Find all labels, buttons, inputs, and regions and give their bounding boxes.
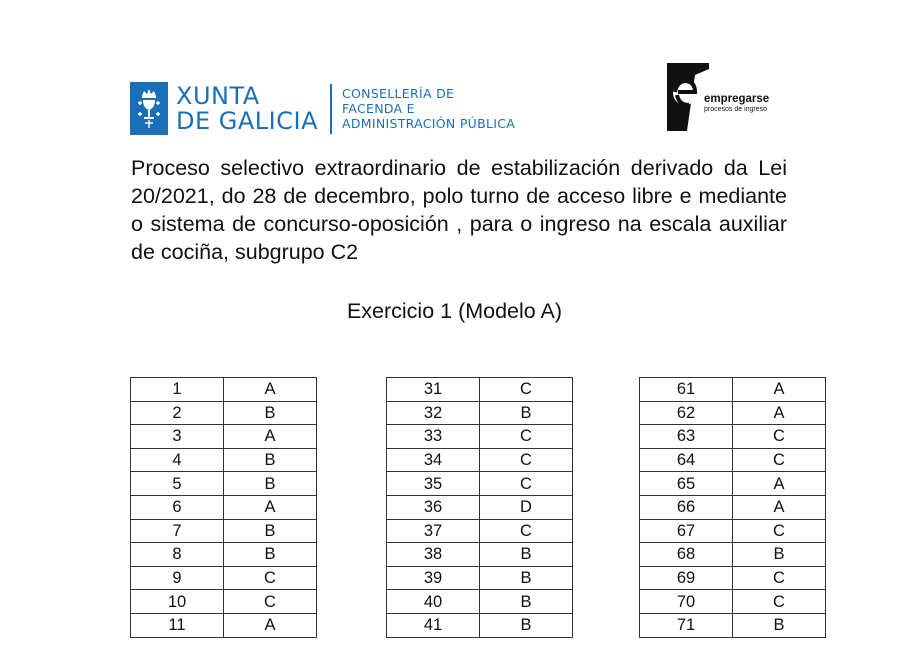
question-number: 31 (387, 378, 480, 402)
question-number: 66 (640, 495, 733, 519)
table-row (387, 401, 573, 425)
table-row (387, 613, 573, 637)
table-row (640, 566, 826, 590)
table-row (131, 401, 317, 425)
xunta-name-line: DE GALICIA (176, 106, 318, 135)
table-row (387, 425, 573, 449)
answer-letter: A (733, 472, 826, 496)
table-row (387, 590, 573, 614)
question-number: 37 (387, 519, 480, 543)
department-line: CONSELLERÍA DE (342, 86, 455, 101)
question-number: 9 (131, 566, 224, 590)
question-number: 3 (131, 425, 224, 449)
answer-letter: A (733, 401, 826, 425)
answer-letter: B (480, 401, 573, 425)
table-row (131, 378, 317, 402)
department-name (342, 86, 515, 131)
question-number: 11 (131, 613, 224, 637)
answer-letter: A (733, 378, 826, 402)
question-number: 61 (640, 378, 733, 402)
empregarse-logo (667, 61, 787, 133)
answer-letter: C (733, 425, 826, 449)
document-intro: Proceso selectivo extraordinario de estabilización derivado da Lei 20/2021, do 28 de decembro, polo turno de acceso libre e mediante o sistema de concurso-oposición , para o ingreso na escala auxiliar de cociña, subgrupo C2 (131, 156, 787, 264)
table-row (640, 519, 826, 543)
empregarse-name: empregarse (704, 93, 770, 105)
table-row (640, 590, 826, 614)
answer-letter: C (480, 448, 573, 472)
question-number: 69 (640, 566, 733, 590)
answer-table (386, 377, 573, 638)
question-number: 1 (131, 378, 224, 402)
question-number: 2 (131, 401, 224, 425)
table-row (387, 495, 573, 519)
answer-letter: D (480, 495, 573, 519)
department-line: ADMINISTRACIÓN PÚBLICA (342, 116, 516, 131)
question-number: 62 (640, 401, 733, 425)
answer-letter: A (224, 425, 317, 449)
question-number: 70 (640, 590, 733, 614)
question-number: 65 (640, 472, 733, 496)
table-row (131, 590, 317, 614)
answer-letter: C (480, 378, 573, 402)
answer-letter: B (480, 613, 573, 637)
table-row (640, 495, 826, 519)
question-number: 64 (640, 448, 733, 472)
table-row (387, 472, 573, 496)
xunta-de-galicia-logo (130, 81, 515, 136)
question-number: 71 (640, 613, 733, 637)
question-number: 39 (387, 566, 480, 590)
question-number: 6 (131, 495, 224, 519)
table-row (131, 472, 317, 496)
answer-letter: A (224, 613, 317, 637)
table-row (387, 448, 573, 472)
question-number: 63 (640, 425, 733, 449)
answer-letter: C (480, 472, 573, 496)
answer-letter: B (224, 472, 317, 496)
table-row (387, 566, 573, 590)
answer-letter: C (733, 590, 826, 614)
galicia-coat-of-arms-icon (130, 82, 168, 135)
table-row (640, 472, 826, 496)
table-row (131, 543, 317, 567)
answer-letter: A (733, 495, 826, 519)
department-line: FACENDA E (342, 101, 415, 116)
table-row (131, 566, 317, 590)
answer-letter: B (224, 519, 317, 543)
question-number: 34 (387, 448, 480, 472)
answer-letter: B (733, 613, 826, 637)
answer-table (639, 377, 826, 638)
table-row (640, 448, 826, 472)
question-number: 7 (131, 519, 224, 543)
answer-letter: B (224, 401, 317, 425)
table-row (131, 613, 317, 637)
table-row (131, 519, 317, 543)
question-number: 4 (131, 448, 224, 472)
question-number: 41 (387, 613, 480, 637)
table-row (131, 448, 317, 472)
table-row (387, 543, 573, 567)
xunta-name (176, 81, 318, 135)
table-row (640, 543, 826, 567)
table-row (387, 519, 573, 543)
question-number: 33 (387, 425, 480, 449)
question-number: 5 (131, 472, 224, 496)
exercise-title: Exercicio 1 (Modelo A) (346, 299, 563, 323)
answer-letter: C (733, 519, 826, 543)
question-number: 35 (387, 472, 480, 496)
logo-divider (330, 84, 332, 134)
question-number: 8 (131, 543, 224, 567)
answer-letter: B (480, 590, 573, 614)
empregarse-tagline: procesos de ingreso (704, 106, 768, 113)
xunta-name-line: XUNTA (176, 81, 260, 110)
answer-letter: B (480, 566, 573, 590)
table-row (387, 378, 573, 402)
answer-letter: C (480, 519, 573, 543)
question-number: 67 (640, 519, 733, 543)
question-number: 32 (387, 401, 480, 425)
answer-table (130, 377, 317, 638)
table-row (640, 378, 826, 402)
answer-letter: C (733, 448, 826, 472)
answer-letter: B (480, 543, 573, 567)
table-row (640, 425, 826, 449)
answer-letter: B (733, 543, 826, 567)
table-row (131, 425, 317, 449)
table-row (640, 401, 826, 425)
question-number: 36 (387, 495, 480, 519)
question-number: 40 (387, 590, 480, 614)
table-row (131, 495, 317, 519)
answer-letter: A (224, 378, 317, 402)
question-number: 38 (387, 543, 480, 567)
answer-letter: B (224, 448, 317, 472)
answer-letter: C (224, 566, 317, 590)
question-number: 68 (640, 543, 733, 567)
question-number: 10 (131, 590, 224, 614)
answer-letter: B (224, 543, 317, 567)
answer-letter: C (733, 566, 826, 590)
answer-letter: C (224, 590, 317, 614)
table-row (640, 613, 826, 637)
answer-letter: A (224, 495, 317, 519)
answer-letter: C (480, 425, 573, 449)
